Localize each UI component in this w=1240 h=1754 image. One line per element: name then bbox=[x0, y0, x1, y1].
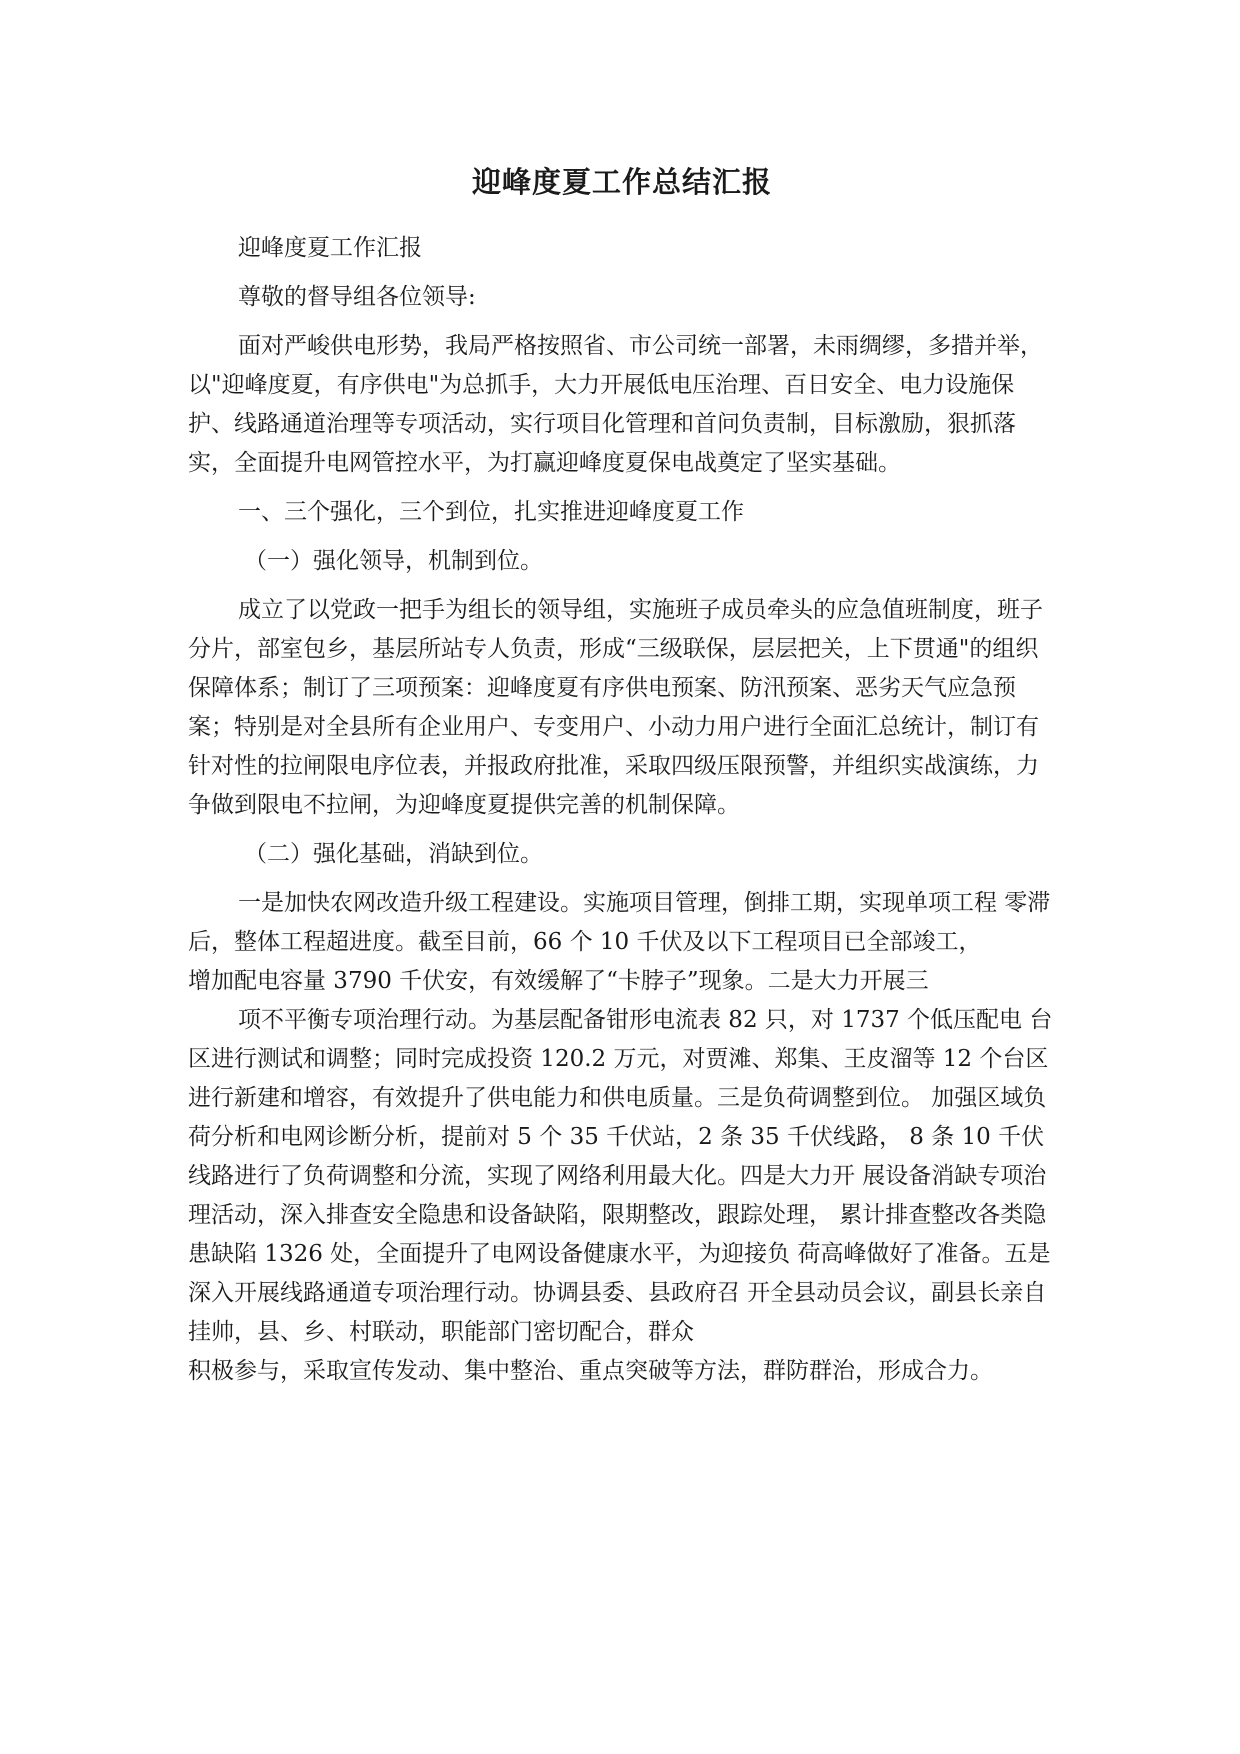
document-title: 迎峰度夏工作总结汇报 bbox=[471, 165, 772, 199]
subsection-body-2-part-4: 积极参与，采取宣传发动、集中整治、重点突破等方法，群防群治，形成合力。 bbox=[188, 1358, 993, 1384]
subsection-heading-2: （二）强化基础，消缺到位。 bbox=[244, 841, 543, 867]
intro-paragraph: 面对严峻供电形势，我局严格按照省、市公司统一部署，未雨绸缪，多措并举，以"迎峰度夏，有序供电"为总抓手，大力开展低电压治理、百日安全、电力设施保护、线路通道治理等专项活动，实行项目化管理和首问负责制，目标激励，狠抓落实，全面提升电网管控水平，为打赢迎峰度夏保电战奠定了坚实基础。 bbox=[188, 333, 1043, 476]
subsection-body-2-part-3: 项不平衡专项治理行动。为基层配备钳形电流表 82 只，对 1737 个低压配电 台区进行测试和调整；同时完成投资 120.2 万元，对贾滩、郑集、王皮溜等 12 个台区进行新建和增容，有效提升了供电能力和供电质量。三是负荷调整到位。 加强区域负荷分析和电网诊断分析，提前对 5 个 35 千伏站，2 条 35 千伏线路， 8 条 10 千伏线路进行了负荷调整和分流，实现了网络利用最大化。四是大力开 展设备消缺专项治理活动，深入排查安全隐患和设备缺陷，限期整改，跟踪处理， 累计排查整改各类隐患缺陷 1326 处，全面提升了电网设备健康水平，为迎接负 荷高峰做好了准备。五是深入开展线路通道专项治理行动。协调县委、县政府召 开全县动员会议，副县长亲自挂帅，县、乡、村联动，职能部门密切配合，群众 bbox=[188, 1007, 1053, 1345]
salutation: 尊敬的督导组各位领导: bbox=[238, 284, 476, 310]
subsection-body-2-part-1: 一是加快农网改造升级工程建设。实施项目管理，倒排工期，实现单项工程 零滞后，整体工程超进度。截至目前，66 个 10 千伏及以下工程项目已全部竣工， bbox=[188, 890, 1051, 955]
subsection-heading-1: （一）强化领导，机制到位。 bbox=[244, 548, 543, 574]
subsection-body-2-part-2: 增加配电容量 3790 千伏安，有效缓解了“卡脖子”现象。二是大力开展三 bbox=[188, 968, 929, 994]
subsection-body-1: 成立了以党政一把手为组长的领导组，实施班子成员牵头的应急值班制度，班子分片，部室包乡，基层所站专人负责，形成“三级联保，层层把关，上下贯通"的组织保障体系；制订了三项预案：迎峰度夏有序供电预案、防汛预案、恶劣天气应急预案；特别是对全县所有企业用户、专变用户、小动力用户进行全面汇总统计，制订有针对性的拉闸限电序位表，并报政府批准，采取四级压限预警，并组织实战演练，力争做到限电不拉闸，为迎峰度夏提供完善的机制保障。 bbox=[188, 597, 1043, 818]
section-heading-1: 一、三个强化，三个到位，扎实推进迎峰度夏工作 bbox=[238, 499, 744, 525]
document-page bbox=[188, 150, 1056, 1401]
document-subtitle: 迎峰度夏工作汇报 bbox=[238, 235, 422, 261]
